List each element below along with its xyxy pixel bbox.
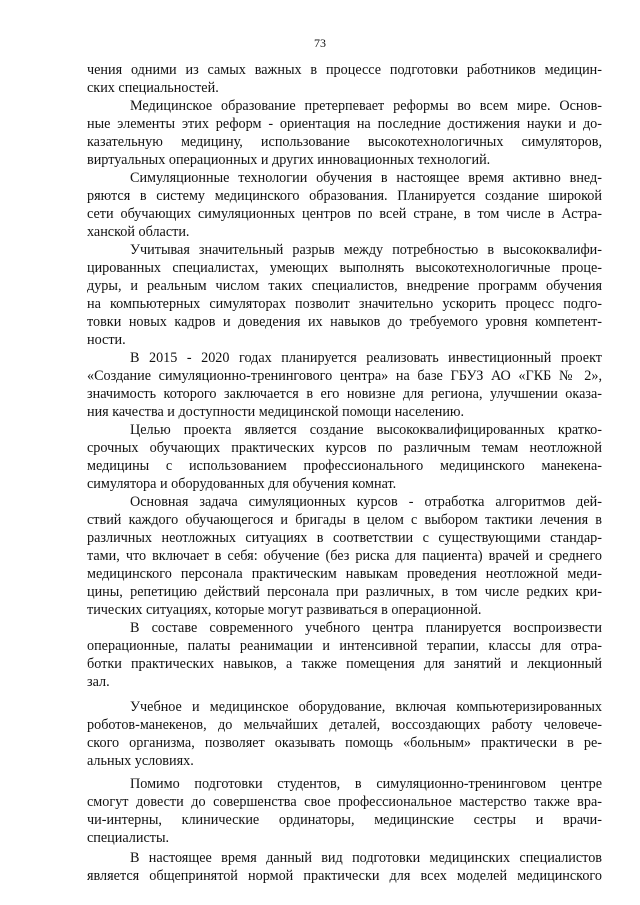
text-line: альных условиях. [87, 753, 194, 769]
text-line: ского организма, позволяет оказывать помощь «больным» практически в ре- [87, 735, 602, 751]
text-line: является общепринятой нормой практически для всех моделей медицинского [87, 868, 602, 884]
text-line: значимость которого заключается в его новизне для региона, улучшении оказа- [87, 386, 602, 402]
text-line: виртуальных операционных и других инновационных технологий. [87, 152, 491, 168]
text-line: ные элементы этих реформ - ориентация на последние достижения науки и до- [87, 116, 602, 132]
text-line: на компьютерных симуляторах позволит значительно ускорить процесс подго- [87, 296, 602, 312]
text-line: зал. [87, 674, 110, 690]
text-line: медицины с использованием профессионального медицинского манекена- [87, 458, 602, 474]
text-line: ряются в систему медицинского образования. Планируется создание широкой [87, 188, 602, 204]
text-line: различных неотложных ситуациях в соответствии с существующими стандар- [87, 530, 602, 546]
text-line: специалисты. [87, 830, 170, 846]
text-line: Целью проекта является создание высококвалифицированных кратко- [130, 422, 602, 438]
text-line: Медицинское образование претерпевает реформы во всем мире. Основ- [130, 98, 602, 114]
text-line: операционные, палаты реанимации и интенсивной терапии, классы для отра- [87, 638, 602, 654]
text-line: «Создание симуляционно-тренингового центра» на базе ГБУЗ АО «ГКБ № 2», [87, 368, 602, 384]
text-line: тических ситуациях, которые могут развиваться в операционной. [87, 602, 482, 618]
text-line: срочных обучающих практических курсов по различным темам неотложной [87, 440, 602, 456]
text-line: сети обучающих симуляционных центров по всей стране, в том числе в Астра- [87, 206, 602, 222]
text-line: казательную медицину, использование высокотехнологичных симуляторов, [87, 134, 602, 150]
text-line: ботки практических навыков, а также помещения для занятий и лекционный [87, 656, 602, 672]
text-line: Учебное и медицинское оборудование, включая компьютеризированных [130, 699, 602, 715]
text-line: чения одними из самых важных в процессе подготовки работников медицин- [87, 62, 602, 78]
text-line: ских специальностей. [87, 80, 219, 96]
text-line: Учитывая значительный разрыв между потребностью в высококвалифи- [130, 242, 602, 258]
text-line: Симуляционные технологии обучения в настоящее время активно внед- [130, 170, 602, 186]
text-line: В настоящее время данный вид подготовки медицинских специалистов [130, 850, 602, 866]
text-line: ствий каждого обучающегося и бригады в целом с выбором тактики лечения в [87, 512, 602, 528]
text-line: цины, репетицию действий персонала при различных, в том числе редких кри- [87, 584, 602, 600]
text-line: чи-интерны, клинические ординаторы, медицинские сестры и врачи- [87, 812, 602, 828]
text-line: Помимо подготовки студентов, в симуляционно-тренинговом центре [130, 776, 602, 792]
text-line: В 2015 - 2020 годах планируется реализовать инвестиционный проект [130, 350, 602, 366]
text-line: Основная задача симуляционных курсов - отработка алгоритмов дей- [130, 494, 602, 510]
text-line: дуры, и реальным числом таких специалистов, внедрение программ обучения [87, 278, 602, 294]
text-line: роботов-манекенов, до мельчайших деталей, воссоздающих работу человече- [87, 717, 602, 733]
text-line: товки новых кадров и доведения их навыков до требуемого уровня компетент- [87, 314, 602, 330]
page-number: 73 [314, 36, 326, 50]
text-line: медицинского персонала практическим навыкам проведения неотложной меди- [87, 566, 602, 582]
text-line: ности. [87, 332, 126, 348]
text-line: ния качества и доступности медицинской помощи населению. [87, 404, 465, 420]
text-line: симулятора и оборудованных для обучения комнат. [87, 476, 397, 492]
text-line: смогут довести до совершенства свое профессиональное мастерство также вра- [87, 794, 602, 810]
text-line: тами, что включает в себя: обучение (без риска для пациента) врачей и среднего [87, 548, 602, 564]
text-line: ханской области. [87, 224, 190, 240]
text-line: В составе современного учебного центра планируется воспроизвести [130, 620, 602, 636]
text-line: цированных специалистах, умеющих выполнять высокотехнологичные проце- [87, 260, 602, 276]
